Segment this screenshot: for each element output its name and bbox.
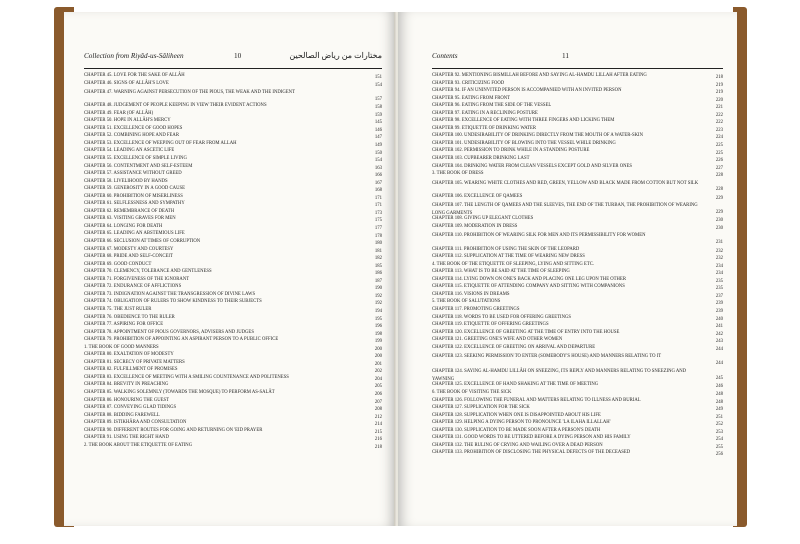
toc-entry-title: CHAPTER 78. APPOINTMENT OF PIOUS GOVERNORS, ADVISERS AND JUDGES <box>84 329 254 335</box>
toc-entry-page: 171 <box>374 203 382 209</box>
left-page <box>64 12 396 526</box>
toc-entry-page: 182 <box>374 256 382 262</box>
toc-entry-title: CHAPTER 70. CLEMENCY, TOLERANCE AND GENTLENESS <box>84 269 212 275</box>
toc-entry-title: CHAPTER 53. EXCELLENCE OF WEEPING OUT OF FEAR FROM ALLAH <box>84 140 237 146</box>
toc-entry-title: 6. THE BOOK OF VISITING THE SICK <box>432 389 512 395</box>
toc-entry-title: CHAPTER 109. MODERATION IN DRESS <box>432 223 518 229</box>
toc-entry-title: CHAPTER 73. INDIGNATION AGAINST THE TRANSGRESSION OF DIVINE LAWS <box>84 291 256 297</box>
toc-entry-title: CHAPTER 101. UNDESIRABILITY OF BLOWING INTO THE VESSEL WHILE DRINKING <box>432 140 616 146</box>
toc-entry-title: CHAPTER 105. WEARING WHITE CLOTHES AND RED, GREEN, YELLOW AND BLACK MADE FROM COTTON BUT NOT SILK <box>432 180 699 186</box>
toc-entry-title: CHAPTER 59. GENEROSITY IN A GOOD CAUSE <box>84 186 185 192</box>
toc-entry-page: 242 <box>715 331 723 337</box>
toc-entry-page: 173 <box>374 210 382 216</box>
left-page-header <box>84 50 382 64</box>
toc-entry-title: CHAPTER 91. USING THE RIGHT HAND <box>84 435 169 441</box>
toc-entry-title: CHAPTER 114. LYING DOWN ON ONE'S BACK AND PLACING ONE LEG UPON THE OTHER <box>432 276 626 282</box>
page-number: 11 <box>562 52 569 60</box>
toc-entry-page: 206 <box>374 392 382 398</box>
toc-entry-title: CHAPTER 126. FOLLOWING THE FUNERAL AND MATTERS RELATING TO ILLNESS AND BURIAL <box>432 397 641 403</box>
toc-entry-page: 248 <box>715 392 723 398</box>
toc-entry-title: CHAPTER 112. SUPPLICATION AT THE TIME OF WEARING NEW DRESS <box>432 254 585 260</box>
toc-entry-title: CHAPTER 48. JUDGEMENT OF PEOPLE KEEPING IN VIEW THEIR EVIDENT ACTIONS <box>84 103 267 109</box>
toc-entry-page: 249 <box>715 407 723 413</box>
toc-entry-page: 178 <box>374 233 382 239</box>
toc-entry-title: CHAPTER 66. SECLUSION AT TIMES OF CORRUPTION <box>84 239 201 245</box>
toc-entry-page: 151 <box>374 75 382 81</box>
toc-entry-title: CHAPTER 45. LOVE FOR THE SAKE OF ALLÂH <box>84 73 185 78</box>
toc-entry-page: 212 <box>374 414 382 420</box>
toc-entry-title: CHAPTER 84. BREVITY IN PREACHING <box>84 382 169 388</box>
toc-entry-page: 147 <box>374 135 382 141</box>
toc-entry-title: CHAPTER 106. EXCELLENCE OF QAMEES <box>432 193 523 199</box>
toc-entry-title: CHAPTER 104. DRINKING WATER FROM CLEAN VESSELS EXCEPT GOLD AND SILVER ONES <box>432 163 633 169</box>
toc-entry-title: CHAPTER 103. CUPBEARER DRINKING LAST <box>432 156 530 162</box>
toc-entry-title: CHAPTER 81. SECRECY OF PRIVATE MATTERS <box>84 359 185 365</box>
toc-entry-page: 205 <box>374 384 382 390</box>
toc-entry-page: 216 <box>374 437 382 443</box>
toc-entry-title: CHAPTER 113. WHAT IS TO BE SAID AT THE TIME OF SLEEPING <box>432 269 570 275</box>
toc-entry-title: CHAPTER 88. BIDDING FAREWELL <box>84 412 160 418</box>
toc-entry-title: CHAPTER 129. HELPING A DYING PERSON TO PRONOUNCE 'LA ILAHA ILLALLAH' <box>432 420 611 426</box>
right-page <box>398 12 737 526</box>
toc-entry-title: CHAPTER 94. IF AN UNINVITED PERSON IS ACCOMPANIED WITH AN INVITED PERSON <box>432 88 622 94</box>
toc-entry-page: 185 <box>374 263 382 269</box>
toc-entry-title: 1. THE BOOK OF GOOD MANNERS <box>84 344 159 350</box>
toc-entry-title: CHAPTER 133. PROHIBITION OF DISCLOSING THE PHYSICAL DEFECTS OF THE DECEASED <box>432 450 631 456</box>
toc-entry-page: 163 <box>374 165 382 171</box>
toc-entry-page: 237 <box>715 293 723 299</box>
toc-entry-page: 252 <box>715 422 723 428</box>
toc-entry-page: 229 <box>715 210 723 216</box>
toc-entry-page: 222 <box>715 120 723 126</box>
toc-entry-title: CHAPTER 98. EXCELLENCE OF EATING WITH THREE FINGERS AND LICKING THEM <box>432 118 615 124</box>
toc-entry-page: 225 <box>715 142 723 148</box>
toc-entry-page: 220 <box>715 97 723 103</box>
toc-entry-title: CHAPTER 122. EXCELLENCE OF GREETING ON ARRIVAL AND DEPARTURE <box>432 344 596 350</box>
toc-entry-page: 186 <box>374 271 382 277</box>
toc-entry-title: CHAPTER 130. SUPPLICATION TO BE MADE SOON AFTER A PERSON'S DEATH <box>432 427 601 433</box>
table-of-contents-left <box>84 74 382 451</box>
table-of-contents-right <box>432 74 723 459</box>
toc-entry-title: CHAPTER 124. SAYING AL-HAMDU LILLÂH ON SNEEZING, ITS REPLY AND MANNERS RELATING TO SNEEZING AND YAWNING <box>432 369 687 382</box>
toc-entry-title: CHAPTER 110. PROHIBITION OF WEARING SILK FOR MEN AND ITS PERMISSIBILITY FOR WOMEN <box>432 233 646 239</box>
header-rule <box>432 68 723 69</box>
toc-entry-page: 255 <box>715 444 723 450</box>
toc-entry <box>432 180 723 195</box>
page-number: 10 <box>234 52 242 60</box>
toc-entry-page: 240 <box>715 316 723 322</box>
toc-entry-title: 3. THE BOOK OF DRESS <box>432 171 484 177</box>
toc-entry-page: 158 <box>374 105 382 111</box>
toc-entry-title: 2. THE BOOK ABOUT THE ETIQUETTE OF EATING <box>84 442 193 448</box>
arabic-title: مختارات من رياض الصالحين <box>289 51 382 60</box>
toc-entry-page: 175 <box>374 218 382 224</box>
toc-entry-title: CHAPTER 118. WORDS TO BE USED FOR OFFERING GREETINGS <box>432 314 572 320</box>
toc-entry-title: CHAPTER 74. OBLIGATION OF RULERS TO SHOW KINDNESS TO THEIR SUBJECTS <box>84 299 262 305</box>
toc-entry-page: 234 <box>715 263 723 269</box>
toc-entry-page: 200 <box>374 354 382 360</box>
toc-entry <box>432 195 723 203</box>
toc-entry-title: CHAPTER 60. PROHIBITION OF MISERLINESS <box>84 193 183 199</box>
toc-entry <box>432 451 723 459</box>
header-rule <box>84 68 382 69</box>
toc-entry-page: 239 <box>715 309 723 314</box>
toc-entry-page: 190 <box>374 286 382 292</box>
toc-entry-title: CHAPTER 111. PROHIBITION OF USING THE SKIN OF THE LEOPARD <box>432 246 580 252</box>
toc-entry-page: 146 <box>374 127 382 133</box>
toc-entry-title: CHAPTER 96. EATING FROM THE SIDE OF THE VESSEL <box>432 103 552 109</box>
toc-entry-page: 219 <box>715 90 723 96</box>
toc-entry <box>432 353 723 368</box>
toc-entry <box>84 89 382 104</box>
toc-entry-title: CHAPTER 95. EATING FROM FRONT <box>432 95 511 101</box>
toc-entry-page: 200 <box>374 346 382 352</box>
toc-entry-title: CHAPTER 119. ETIQUETTE OF OFFERING GREETINGS <box>432 322 549 328</box>
toc-entry <box>84 82 382 90</box>
toc-entry-title: CHAPTER 86. HONOURING THE GUEST <box>84 397 170 403</box>
toc-entry-page: 159 <box>374 112 382 118</box>
toc-entry-title: CHAPTER 85. WALKING SOLEMNLY (TOWARDS THE MOSQUE) TO PERFORM AS-SALÂT <box>84 389 275 395</box>
toc-entry-page: 224 <box>715 135 723 141</box>
toc-entry-title: CHAPTER 116. VISIONS IN DREAMS <box>432 291 510 297</box>
toc-entry-page: 215 <box>374 429 382 435</box>
toc-entry-title: CHAPTER 46. SIGNS OF ALLÂH'S LOVE <box>84 80 169 86</box>
toc-entry-page: 244 <box>715 360 723 366</box>
toc-entry-page: 222 <box>715 112 723 118</box>
toc-entry-title: CHAPTER 50. HOPE IN ALLÂH'S MERCY <box>84 118 171 124</box>
toc-entry-page: 167 <box>374 180 382 186</box>
toc-entry-page: 157 <box>374 96 382 102</box>
toc-entry-page: 214 <box>374 422 382 428</box>
toc-entry-title: CHAPTER 69. GOOD CONDUCT <box>84 261 152 267</box>
toc-entry-page: 187 <box>374 278 382 284</box>
toc-entry-title: CHAPTER 131. GOOD WORDS TO BE UTTERED BEFORE A DYING PERSON AND HIS FAMILY <box>432 435 631 441</box>
toc-entry-title: CHAPTER 58. LIVELIHOOD BY HANDS <box>84 178 168 184</box>
toc-entry-page: 218 <box>715 75 723 81</box>
toc-entry-title: CHAPTER 55. EXCELLENCE OF SIMPLE LIVING <box>84 156 187 162</box>
toc-entry-title: CHAPTER 75. THE JUST RULER <box>84 306 152 312</box>
toc-entry-title: CHAPTER 121. GREETING ONE'S WIFE AND OTHER WOMEN <box>432 337 563 343</box>
toc-entry-page: 234 <box>715 271 723 277</box>
running-title: Collection from Riyâd-us-Sâliheen <box>84 52 184 60</box>
toc-entry-page: 221 <box>715 105 723 111</box>
toc-entry-page: 195 <box>374 316 382 322</box>
toc-entry-page: 229 <box>715 195 723 201</box>
toc-entry-page: 196 <box>374 324 382 330</box>
toc-entry-page: 171 <box>374 195 382 201</box>
toc-entry-page: 177 <box>374 225 382 231</box>
toc-entry-page: 227 <box>715 165 723 171</box>
toc-entry-page: 154 <box>374 82 382 88</box>
toc-entry-page: 150 <box>374 150 382 156</box>
toc-entry <box>432 368 723 383</box>
toc-entry-title: CHAPTER 99. ETIQUETTE OF DRINKING WATER <box>432 125 537 131</box>
toc-entry <box>84 444 382 452</box>
toc-entry-title: CHAPTER 47. WARNING AGAINST PERSECUTION OF THE PIOUS, THE WEAK AND THE INDIGENT <box>84 90 295 96</box>
toc-entry-title: CHAPTER 56. CONTENTMENT AND SELF-ESTEEM <box>84 163 193 169</box>
toc-entry <box>432 232 723 247</box>
toc-entry-page: 251 <box>715 414 723 420</box>
toc-entry-title: CHAPTER 77. ASPIRING FOR OFFICE <box>84 322 164 328</box>
toc-entry-title: CHAPTER 67. MODESTY AND COURTESY <box>84 246 174 252</box>
toc-entry-page: 208 <box>374 407 382 413</box>
toc-entry-page: 228 <box>715 173 723 179</box>
toc-entry-title: CHAPTER 90. DIFFERENT ROUTES FOR GOING AND RETURNING ON 'EID PRAYER <box>84 427 263 433</box>
toc-entry-title: 5. THE BOOK OF SALUTATIONS <box>432 299 501 305</box>
toc-entry-page: 256 <box>715 452 723 458</box>
toc-entry-title: CHAPTER 102. PERMISSION TO DRINK WHILE IN A STANDING POSTURE <box>432 148 590 154</box>
toc-entry-page: 168 <box>374 188 382 194</box>
toc-entry-title: CHAPTER 132. THE RULING OF CRYING AND WAILING OVER A DEAD PERSON <box>432 442 603 448</box>
toc-entry-page: 180 <box>374 241 382 247</box>
toc-entry-title: CHAPTER 68. PRIDE AND SELF-CONCEIT <box>84 254 173 260</box>
toc-entry-page: 235 <box>715 278 723 284</box>
toc-entry-title: CHAPTER 51. EXCELLENCE OF GOOD HOPES <box>84 125 183 131</box>
toc-entry-page: 253 <box>715 429 723 435</box>
toc-entry-title: CHAPTER 108. GIVING UP ELEGANT CLOTHES <box>432 216 534 222</box>
toc-entry-page: 207 <box>374 399 382 405</box>
toc-entry-page: 218 <box>374 444 382 450</box>
toc-entry-title: CHAPTER 128. SUPPLICATION WHEN ONE IS DISAPPOINTED ABOUT HIS LIFE <box>432 412 601 418</box>
toc-entry-page: 245 <box>715 376 723 382</box>
toc-entry-title: CHAPTER 89. ISTIKHÂRA AND CONSULTATION <box>84 420 187 426</box>
toc-entry-title: CHAPTER 82. FULFILLMENT OF PROMISES <box>84 367 178 373</box>
toc-entry <box>432 172 723 180</box>
toc-entry-title: CHAPTER 97. EATING IN A RECLINING POSTURE <box>432 110 538 116</box>
toc-entry-page: 201 <box>374 361 382 367</box>
toc-entry-page: 228 <box>715 187 723 193</box>
toc-entry-page: 181 <box>374 248 382 254</box>
toc-entry-title: CHAPTER 92. MENTIONING BISMILLAH BEFORE AND SAYING AL-HAMDU LILLAH AFTER EATING <box>432 73 647 78</box>
toc-entry-page: 239 <box>715 301 723 307</box>
toc-entry-title: CHAPTER 80. EXALTATION OF MODESTY <box>84 352 174 358</box>
toc-entry-title: CHAPTER 63. VISITING GRAVES FOR MEN <box>84 216 176 222</box>
toc-entry <box>432 346 723 354</box>
toc-entry-title: CHAPTER 83. EXCELLENCE OF MEETING WITH A SMILING COUNTENANCE AND POLITENESS <box>84 374 289 380</box>
toc-entry-page: 204 <box>374 376 382 382</box>
toc-entry-page: 219 <box>715 82 723 88</box>
toc-entry <box>432 202 723 217</box>
toc-entry-page: 192 <box>374 301 382 307</box>
toc-entry-page: 241 <box>715 324 723 330</box>
toc-entry-page: 166 <box>374 173 382 179</box>
toc-entry-title: CHAPTER 107. THE LENGTH OF QAMEES AND THE SLEEVES, THE END OF THE TURBAN, THE PROHIBITION OF WEARING LONG GARMENTS <box>432 203 698 216</box>
toc-entry-title: CHAPTER 117. PROMOTING GREETINGS <box>432 306 520 312</box>
toc-entry-title: CHAPTER 64. LONGING FOR DEATH <box>84 223 163 229</box>
toc-entry-title: CHAPTER 87. CONVEYING GLAD TIDINGS <box>84 405 177 411</box>
toc-entry-title: CHAPTER 54. LEADING AN ASCETIC LIFE <box>84 148 175 154</box>
toc-entry-page: 223 <box>715 127 723 133</box>
toc-entry-page: 230 <box>715 218 723 224</box>
toc-entry-title: CHAPTER 72. ENDURANCE OF AFFLICTIONS <box>84 284 182 290</box>
toc-entry-page: 202 <box>374 369 382 375</box>
running-title: Contents <box>432 52 458 60</box>
toc-entry-page: 198 <box>374 331 382 337</box>
toc-entry-page: 192 <box>374 293 382 299</box>
toc-entry-title: CHAPTER 125. EXCELLENCE OF HAND SHAKING AT THE TIME OF MEETING <box>432 382 599 388</box>
toc-entry-title: CHAPTER 115. ETIQUETTE OF ATTENDING COMPANY AND SITTING WITH COMPANIONS <box>432 284 625 290</box>
toc-entry-title: CHAPTER 127. SUPPLICATION FOR THE SICK <box>432 405 530 411</box>
toc-entry-title: CHAPTER 93. CRITICIZING FOOD <box>432 80 505 86</box>
toc-entry-page: 243 <box>715 339 723 345</box>
toc-entry-page: 232 <box>715 256 723 262</box>
toc-entry-title: CHAPTER 62. REMEMBRANCE OF DEATH <box>84 208 175 214</box>
toc-entry-page: 235 <box>715 286 723 292</box>
toc-entry-page: 246 <box>715 384 723 390</box>
toc-entry-title: CHAPTER 76. OBEDIENCE TO THE RULER <box>84 314 175 320</box>
toc-entry-page: 154 <box>374 158 382 164</box>
toc-entry-title: CHAPTER 57. ASSISTANCE WITHOUT GREED <box>84 171 182 177</box>
toc-entry-page: 232 <box>715 248 723 254</box>
toc-entry-title: CHAPTER 61. SELFLESSNESS AND SYMPATHY <box>84 201 185 207</box>
toc-entry-page: 231 <box>715 240 723 246</box>
toc-entry-page: 145 <box>374 120 382 126</box>
toc-entry-title: CHAPTER 100. UNDESIRABILITY OF DRINKING DIRECTLY FROM THE MOUTH OF A WATER-SKIN <box>432 133 644 139</box>
toc-entry-title: CHAPTER 123. SEEKING PERMISSION TO ENTER (SOMEBODY'S HOUSE) AND MANNERS RELATING TO IT <box>432 354 662 360</box>
toc-entry-title: CHAPTER 49. FEAR (OF ALLÂH) <box>84 110 154 116</box>
right-page-header <box>432 50 723 64</box>
toc-entry-title: CHAPTER 52. COMBINING HOPE AND FEAR <box>84 133 179 139</box>
toc-entry-title: CHAPTER 65. LEADING AN ABSTEMIOUS LIFE <box>84 231 185 237</box>
toc-entry-page: 194 <box>374 309 382 314</box>
toc-entry-page: 225 <box>715 150 723 156</box>
toc-entry-page: 226 <box>715 158 723 164</box>
toc-entry-title: CHAPTER 71. FORGIVENESS OF THE IGNORANT <box>84 276 190 282</box>
toc-entry-title: 4. THE BOOK OF THE ETIQUETTE OF SLEEPING, LYING AND SITTING ETC. <box>432 261 595 267</box>
toc-entry-page: 248 <box>715 399 723 405</box>
toc-entry-page: 254 <box>715 437 723 443</box>
toc-entry-page: 149 <box>374 142 382 148</box>
toc-entry-page: 230 <box>715 225 723 231</box>
toc-entry-page: 244 <box>715 346 723 352</box>
toc-entry-title: CHAPTER 120. EXCELLENCE OF GREETING AT THE TIME OF ENTRY INTO THE HOUSE <box>432 329 620 335</box>
toc-entry-title: CHAPTER 79. PROHIBITION OF APPOINTING AN ASPIRANT PERSON TO A PUBLIC OFFICE <box>84 337 279 343</box>
toc-entry <box>432 225 723 233</box>
toc-entry-page: 199 <box>374 339 382 345</box>
